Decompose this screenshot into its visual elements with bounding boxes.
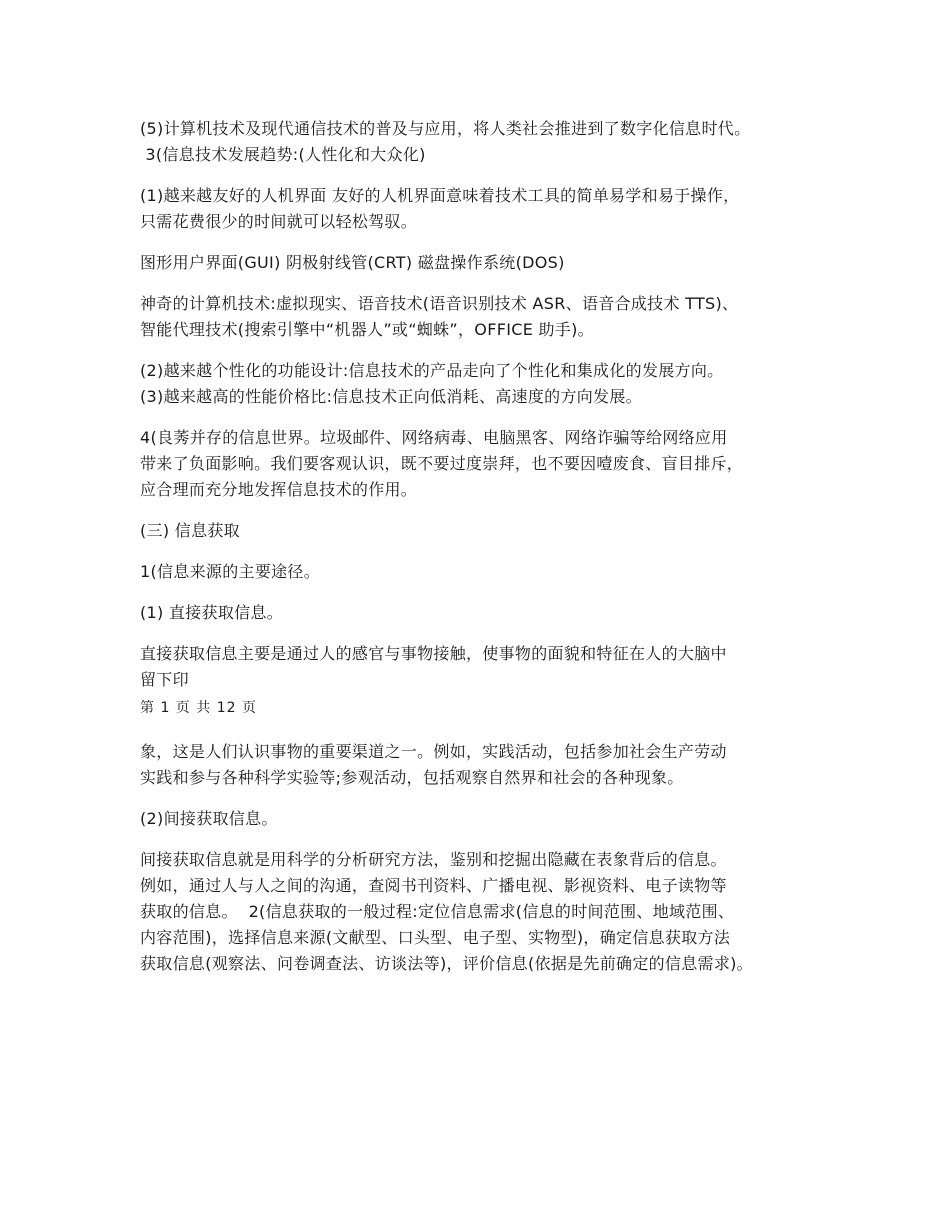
paragraph — [140, 358, 840, 410]
text-line: (2)间接获取信息。 — [140, 809, 278, 828]
text-line: 实践和参与各种科学实验等;参观活动，包括观察自然界和社会的各种现象。 — [140, 768, 684, 787]
paragraph — [140, 425, 840, 503]
paragraph — [140, 559, 840, 585]
text-line: 智能代理技术(搜索引擎中“机器人”或“蜘蛛”，OFFICE 助手)。 — [140, 320, 594, 339]
text-line: (三) 信息获取 — [140, 521, 240, 540]
text-line: (1) 直接获取信息。 — [140, 603, 284, 622]
text-line: 例如，通过人与人之间的沟通，查阅书刊资料、广播电视、影视资料、电子读物等 — [140, 876, 727, 895]
text-line: 留下印 — [140, 670, 189, 689]
paragraph — [140, 641, 840, 693]
text-line: 图形用户界面(GUI) 阴极射线管(CRT) 磁盘操作系统(DOS) — [140, 253, 565, 272]
text-line: 直接获取信息主要是通过人的感官与事物接触，使事物的面貌和特征在人的大脑中 — [140, 644, 727, 663]
text-line: 神奇的计算机技术:虚拟现实、语音技术(语音识别技术 ASR、语音合成技术 TTS)、 — [140, 294, 739, 313]
paragraph — [140, 806, 840, 832]
paragraph — [140, 600, 840, 626]
text-line: 4(良莠并存的信息世界。垃圾邮件、网络病毒、电脑黑客、网络诈骗等给网络应用 — [140, 428, 728, 447]
text-line: 应合理而充分地发挥信息技术的作用。 — [140, 480, 418, 499]
paragraph — [140, 183, 840, 235]
text-line: 3(信息技术发展趋势:(人性化和大众化) — [140, 145, 426, 164]
text-line: (5)计算机技术及现代通信技术的普及与应用，将人类社会推进到了数字化信息时代。 — [140, 119, 751, 138]
paragraph — [140, 291, 840, 343]
text-line: 带来了负面影响。我们要客观认识，既不要过度崇拜，也不要因噎废食、盲目排斥， — [140, 454, 744, 473]
text-line: (3)越来越高的性能价格比:信息技术正向低消耗、高速度的方向发展。 — [140, 387, 642, 406]
text-line: 间接获取信息就是用科学的分析研究方法，鉴别和挖掘出隐藏在表象背后的信息。 — [140, 850, 727, 869]
section-heading — [140, 518, 840, 544]
paragraph — [140, 116, 840, 168]
text-line: 获取的信息。 2(信息获取的一般过程:定位信息需求(信息的时间范围、地域范围、 — [140, 902, 735, 921]
paragraph — [140, 250, 840, 276]
text-line: 获取信息(观察法、问卷调查法、访谈法等)，评价信息(依据是先前确定的信息需求)。 — [140, 954, 753, 973]
text-line: 象，这是人们认识事物的重要渠道之一。例如，实践活动，包括参加社会生产劳动 — [140, 742, 727, 761]
text-line: 1(信息来源的主要途径。 — [140, 562, 321, 581]
text-line: (2)越来越个性化的功能设计:信息技术的产品走向了个性化和集成化的发展方向。 — [140, 361, 724, 380]
paragraph — [140, 847, 840, 977]
text-line: (1)越来越友好的人机界面 友好的人机界面意味着技术工具的简单易学和易于操作， — [140, 186, 740, 205]
document-page — [140, 116, 840, 992]
paragraph — [140, 739, 840, 791]
text-line: 内容范围)，选择信息来源(文献型、口头型、电子型、实物型)，确定信息获取方法 — [140, 928, 731, 947]
text-line: 只需花费很少的时间就可以轻松驾驭。 — [140, 212, 418, 231]
page-footer: 第 1 页 共 12 页 — [140, 700, 257, 716]
